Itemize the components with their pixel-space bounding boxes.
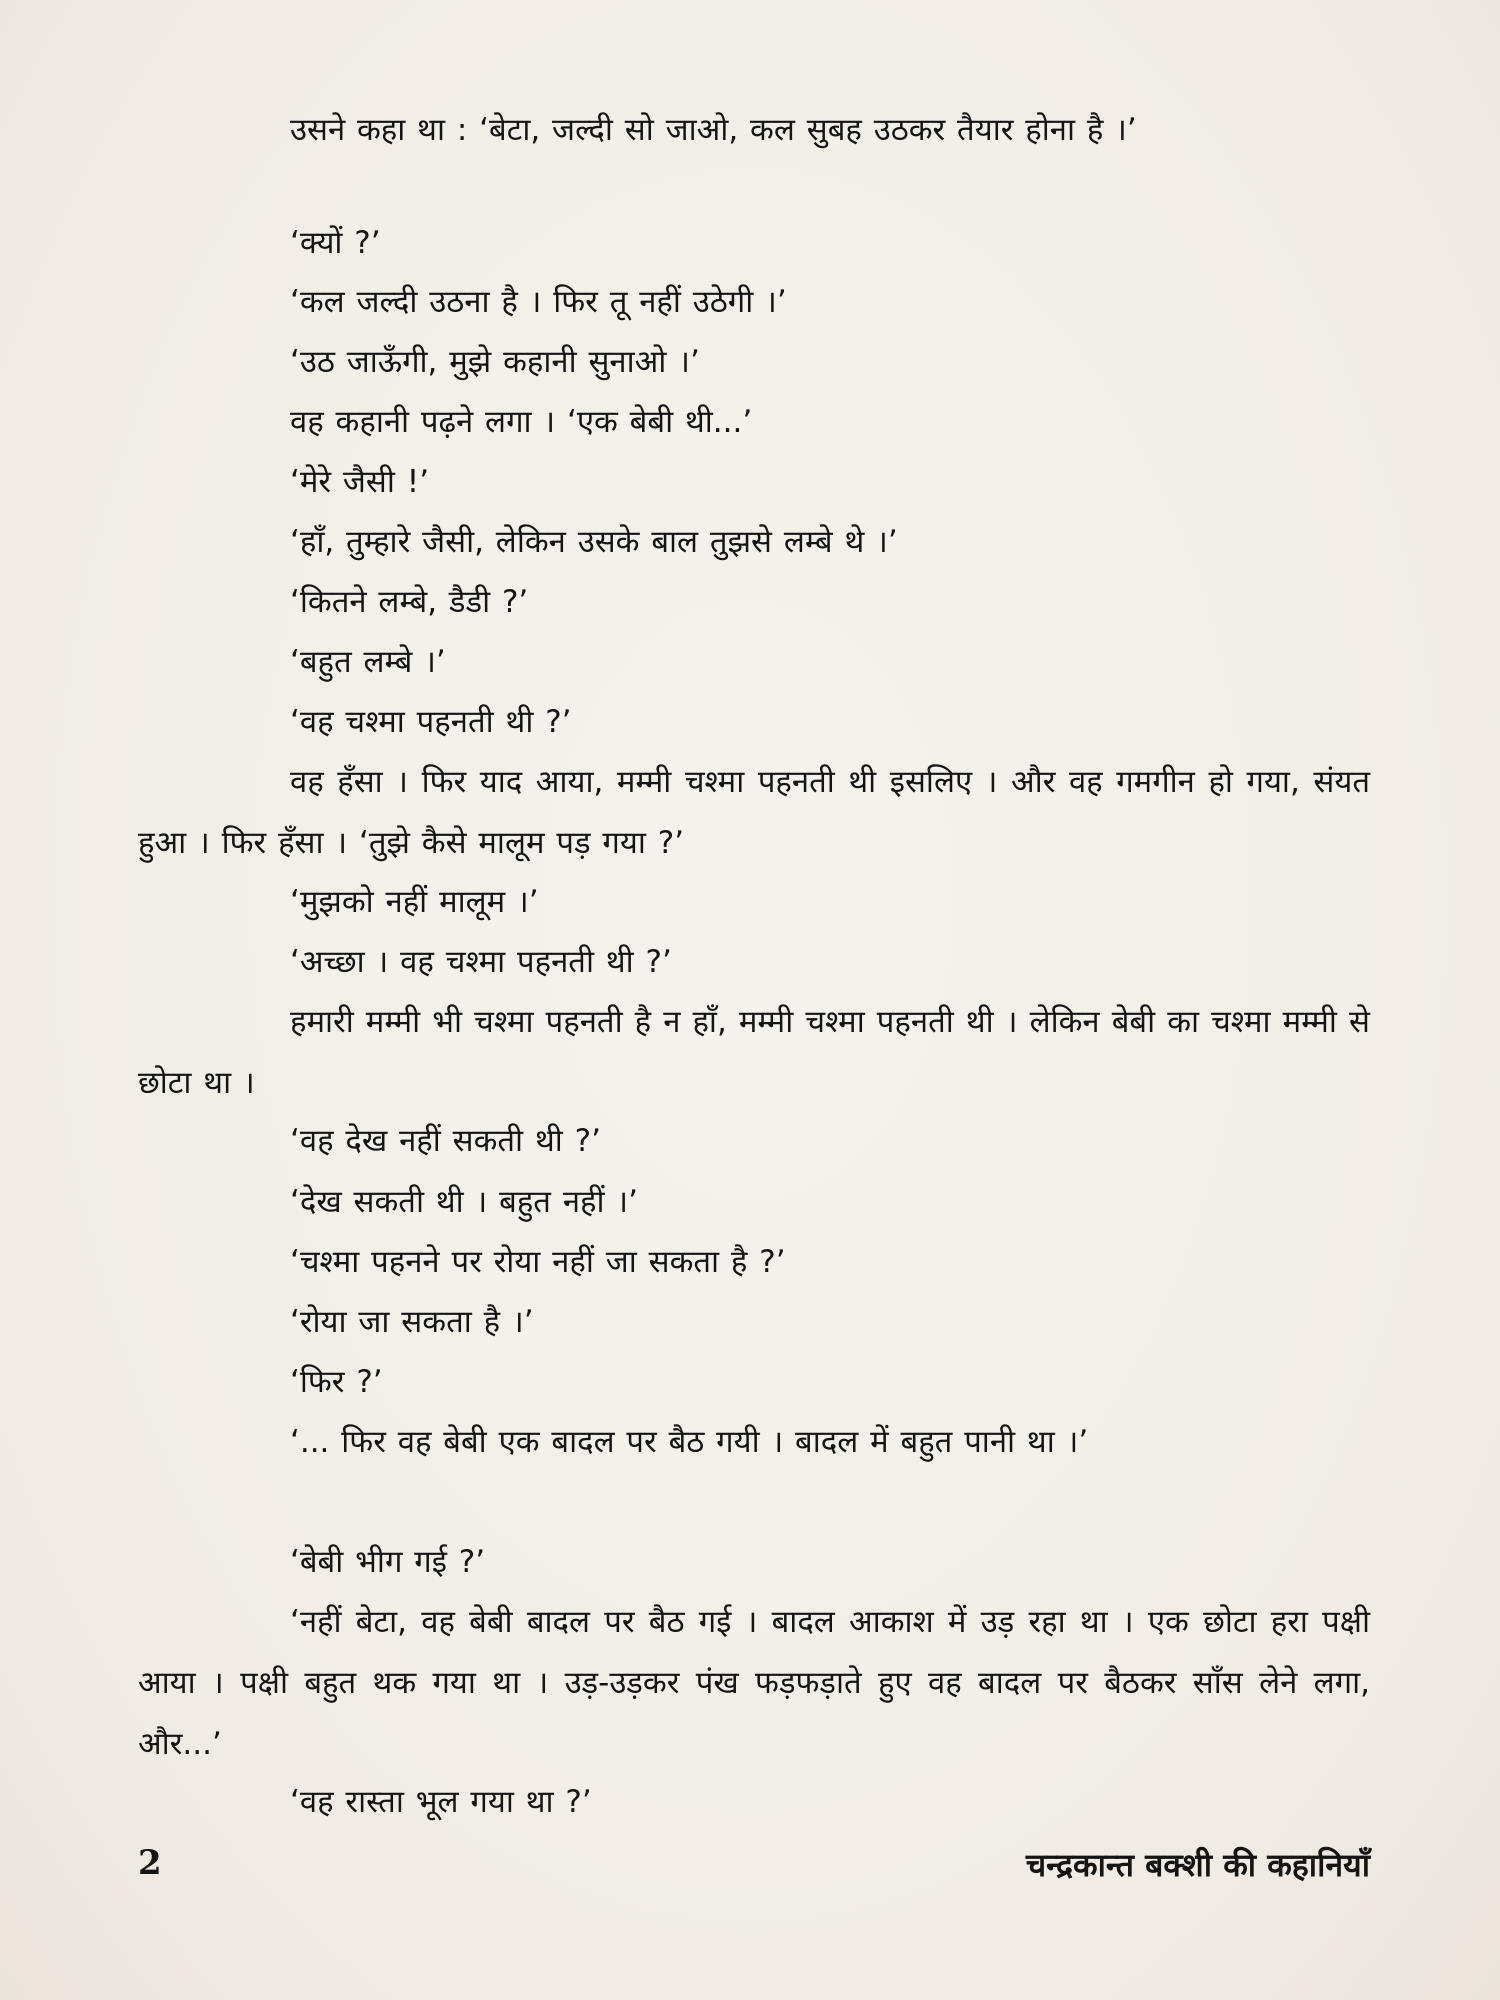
paragraph-15: ‘वह देख नहीं सकती थी ?’ <box>290 1123 601 1159</box>
paragraph-13: ‘अच्छा । वह चश्मा पहनती थी ?’ <box>290 944 672 980</box>
paragraph-16: ‘देख सकती थी । बहुत नहीं ।’ <box>290 1184 638 1220</box>
paragraph-10: ‘वह चश्मा पहनती थी ?’ <box>290 704 572 740</box>
paragraph-14: हमारी मम्मी भी चश्मा पहनती है न हाँ, मम्मी चश्मा पहनती थी । लेकिन बेबी का चश्मा मम्मी से छोटा था । <box>138 1004 1370 1101</box>
page-number: 2 <box>138 1843 162 1883</box>
paragraph-5: वह कहानी पढ़ने लगा । ‘एक बेबी थी...’ <box>290 404 753 440</box>
page-footer <box>138 1843 1370 1893</box>
paragraph-23: ‘वह रास्ता भूल गया था ?’ <box>290 1784 592 1820</box>
paragraph-22: ‘नहीं बेटा, वह बेबी बादल पर बैठ गई । बादल आकाश में उड़ रहा था । एक छोटा हरा पक्षी आया । पक्षी बहुत थक गया था । उड़-उड़कर पंख फड़फड़ाते हुए वह बादल पर बैठकर साँस लेने लगा, और...’ <box>138 1604 1370 1762</box>
paragraph-9: ‘बहुत लम्बे ।’ <box>290 644 446 680</box>
paragraph-6: ‘मेरे जैसी !’ <box>290 464 430 500</box>
paragraph-4: ‘उठ जाऊँगी, मुझे कहानी सुनाओ ।’ <box>290 344 700 380</box>
paragraph-3: ‘कल जल्दी उठना है । फिर तू नहीं उठेगी ।’ <box>290 284 787 320</box>
paragraph-8: ‘कितने लम्बे, डैडी ?’ <box>290 584 529 620</box>
paragraph-7: ‘हाँ, तुम्हारे जैसी, लेकिन उसके बाल तुझसे लम्बे थे ।’ <box>290 524 898 560</box>
paragraph-17: ‘चश्मा पहनने पर रोया नहीं जा सकता है ?’ <box>290 1244 786 1280</box>
paragraph-12: ‘मुझको नहीं मालूम ।’ <box>290 884 539 920</box>
paragraph-2: ‘क्यों ?’ <box>290 225 381 261</box>
paragraph-21: ‘बेबी भीग गई ?’ <box>290 1544 486 1580</box>
paragraph-11: वह हँसा । फिर याद आया, मम्मी चश्मा पहनती थी इसलिए । और वह गमगीन हो गया, संयत हुआ । फिर हँसा । ‘तुझे कैसे मालूम पड़ गया ?’ <box>138 764 1370 861</box>
paragraph-19: ‘फिर ?’ <box>290 1364 383 1400</box>
paragraph-18: ‘रोया जा सकता है ।’ <box>290 1304 534 1340</box>
paragraph-1: उसने कहा था : ‘बेटा, जल्दी सो जाओ, कल सुबह उठकर तैयार होना है ।’ <box>290 112 1137 148</box>
paragraph-20: ‘... फिर वह बेबी एक बादल पर बैठ गयी । बादल में बहुत पानी था ।’ <box>290 1424 1089 1460</box>
running-title: चन्द्रकान्त बक्शी की कहानियाँ <box>1025 1846 1370 1884</box>
